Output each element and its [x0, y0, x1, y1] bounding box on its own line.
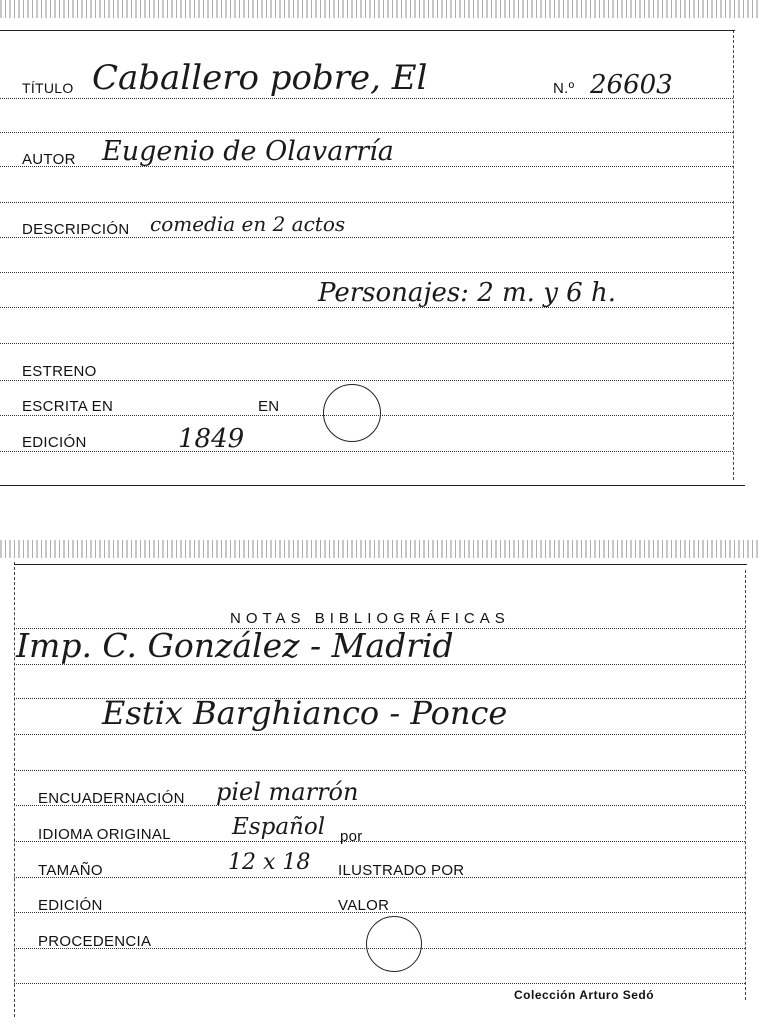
card-front-bottom-border: [0, 485, 745, 486]
numero-label: N.º: [553, 80, 575, 97]
titulo-value: Caballero pobre, El: [92, 58, 428, 98]
notas-line-2: Estix Barghianco - Ponce: [102, 694, 508, 732]
catalog-card-back: [0, 540, 759, 1028]
stamp-circle: [366, 916, 422, 972]
encuadernacion-value: piel marrón: [216, 778, 359, 806]
rule: [0, 272, 733, 273]
descripcion-value: comedia en 2 actos: [150, 212, 346, 236]
ilustrado-label: ILUSTRADO POR: [338, 862, 465, 879]
idioma-value: Español: [232, 814, 326, 840]
en-label: EN: [258, 398, 280, 415]
edicion-label: EDICIÓN: [38, 897, 103, 914]
valor-label: VALOR: [338, 897, 390, 914]
rule: [0, 343, 733, 344]
card-front-right-edge: [733, 30, 734, 480]
descripcion-label: DESCRIPCIÓN: [22, 221, 130, 238]
rule: [14, 770, 745, 771]
catalog-card-front: [0, 0, 759, 500]
edicion-label: EDICIÓN: [22, 434, 87, 451]
rule: [0, 451, 733, 452]
notas-title: NOTAS BIBLIOGRÁFICAS: [230, 610, 510, 627]
estreno-label: ESTRENO: [22, 363, 97, 380]
rule: [0, 380, 733, 381]
rule: [0, 132, 733, 133]
numero-value: 26603: [590, 70, 673, 100]
autor-value: Eugenio de Olavarría: [102, 136, 394, 167]
stamp-circle: [323, 384, 381, 442]
card-back-right-edge: [745, 570, 746, 1000]
procedencia-label: PROCEDENCIA: [38, 933, 152, 950]
escrita-en-label: ESCRITA EN: [22, 398, 114, 415]
coleccion-credit: Colección Arturo Sedó: [514, 988, 655, 1002]
idioma-label: IDIOMA ORIGINAL: [38, 826, 171, 843]
titulo-label: TÍTULO: [22, 80, 74, 96]
edicion-value: 1849: [178, 424, 245, 454]
tamano-value: 12 x 18: [228, 850, 311, 875]
por-label: por: [340, 828, 363, 845]
card-back-top-border: [14, 564, 747, 565]
tamano-label: TAMAÑO: [38, 862, 103, 879]
personajes-value: Personajes: 2 m. y 6 h.: [318, 278, 616, 308]
encuadernacion-label: ENCUADERNACIÓN: [38, 790, 185, 807]
rule: [0, 202, 733, 203]
card-front-top-border: [0, 30, 735, 31]
autor-label: AUTOR: [22, 151, 76, 168]
rule: [14, 734, 745, 735]
rule: [14, 983, 745, 984]
notas-line-1: Imp. C. González - Madrid: [16, 626, 454, 665]
